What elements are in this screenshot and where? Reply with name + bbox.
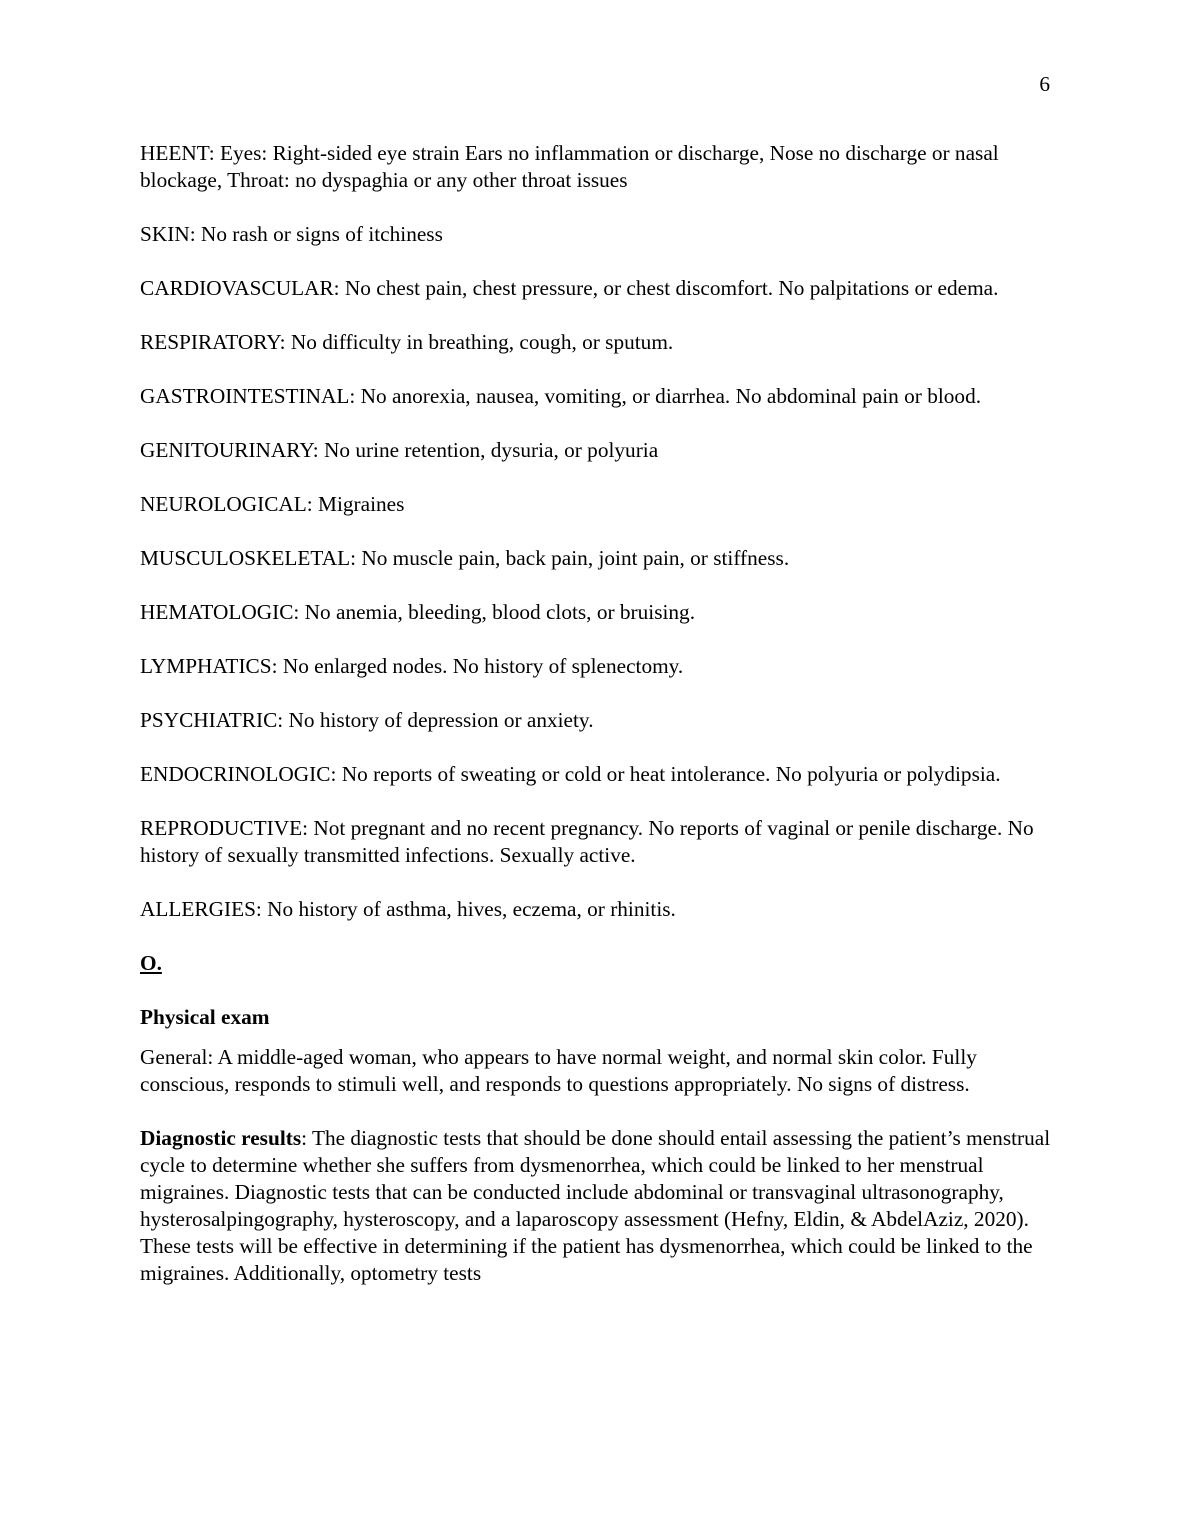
ros-skin: SKIN: No rash or signs of itchiness bbox=[140, 222, 443, 246]
ros-cardiovascular: CARDIOVASCULAR: No chest pain, chest pressure, or chest discomfort. No palpitations or edema. bbox=[140, 276, 999, 300]
ros-endocrinologic: ENDOCRINOLOGIC: No reports of sweating or cold or heat intolerance. No polyuria or polydipsia. bbox=[140, 762, 1001, 786]
ros-psychiatric: PSYCHIATRIC: No history of depression or anxiety. bbox=[140, 708, 594, 732]
ros-allergies: ALLERGIES: No history of asthma, hives, eczema, or rhinitis. bbox=[140, 897, 676, 921]
ros-reproductive: REPRODUCTIVE: Not pregnant and no recent pregnancy. No reports of vaginal or penile discharge. No history of sexually transmitted infections. Sexually active. bbox=[140, 816, 1034, 867]
ros-musculoskeletal: MUSCULOSKELETAL: No muscle pain, back pain, joint pain, or stiffness. bbox=[140, 546, 790, 570]
diagnostic-results-text: : The diagnostic tests that should be done should entail assessing the patient’s menstrual cycle to determine whether she suffers from dysmenorrhea, which could be linked to her menstrual migraines. Diagnostic tests that can be conducted include abdominal or transvaginal ultrasonography, hysterosalpingography, hysteroscopy, and a laparoscopy assessment (Hefny, Eldin, & AbdelAziz, 2020). These tests will be effective in determining if the patient has dysmenorrhea, which could be linked to the migraines. Additionally, optometry tests bbox=[140, 1126, 1051, 1285]
diagnostic-results-label: Diagnostic results bbox=[140, 1126, 302, 1150]
document-body bbox=[140, 140, 1060, 1314]
ros-hematologic: HEMATOLOGIC: No anemia, bleeding, blood clots, or bruising. bbox=[140, 600, 696, 624]
ros-neurological: NEUROLOGICAL: Migraines bbox=[140, 492, 405, 516]
ros-gastrointestinal: GASTROINTESTINAL: No anorexia, nausea, vomiting, or diarrhea. No abdominal pain or blood. bbox=[140, 384, 982, 408]
ros-respiratory: RESPIRATORY: No difficulty in breathing, cough, or sputum. bbox=[140, 330, 674, 354]
ros-genitourinary: GENITOURINARY: No urine retention, dysuria, or polyuria bbox=[140, 438, 659, 462]
ros-heent: HEENT: Eyes: Right-sided eye strain Ears no inflammation or discharge, Nose no discharge or nasal blockage, Throat: no dyspaghia or any other throat issues bbox=[140, 141, 999, 192]
objective-heading: O. bbox=[140, 951, 162, 975]
general-exam-paragraph: General: A middle-aged woman, who appears to have normal weight, and normal skin color. Fully conscious, responds to stimuli well, and responds to questions appropriately. No signs of distress. bbox=[140, 1045, 977, 1096]
diagnostic-results-paragraph bbox=[140, 1125, 1060, 1287]
ros-lymphatics: LYMPHATICS: No enlarged nodes. No history of splenectomy. bbox=[140, 654, 684, 678]
page-number: 6 bbox=[1039, 72, 1050, 96]
physical-exam-heading: Physical exam bbox=[140, 1005, 270, 1029]
